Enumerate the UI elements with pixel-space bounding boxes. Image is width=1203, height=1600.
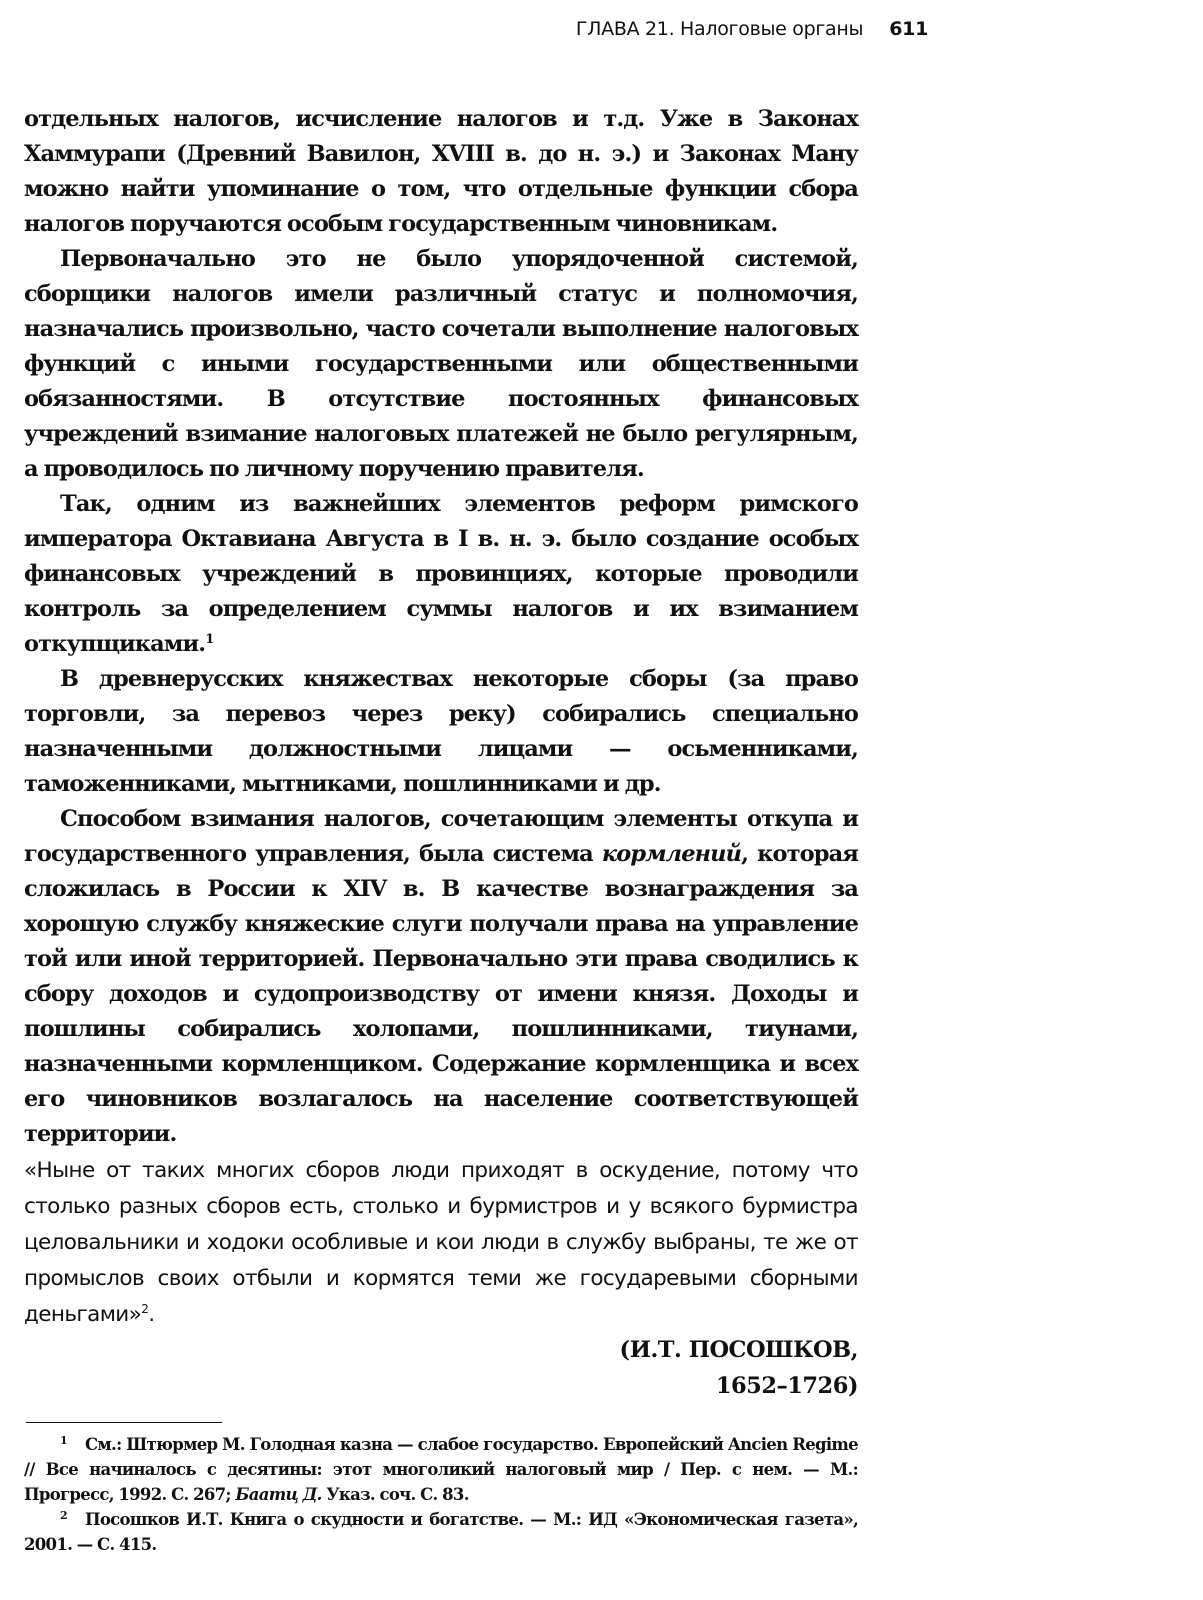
paragraph-2: Первоначально это не было упорядоченной системой, сборщики налогов имели различный статус и полномочия, назначались произвольно, часто сочетали выполнение налоговых функций с иными государственными или общественными обязанностями. В отсутствие постоянных финансовых учреждений взимание налоговых платежей не было регулярным, а проводилось по личному поручению правителя. [24,246,858,482]
paragraph-5-term: кормлений [601,841,742,867]
paragraph-3-text: Так, одним из важнейших элементов реформ римского императора Октавиана Августа в I в. н. э. было создание особых финансовых учреждений в провинциях, которые проводили контроль за определением суммы налогов и их взиманием откупщиками. [24,491,858,657]
quote-author [24,1332,858,1404]
footnote-2 [24,1507,858,1557]
footnote-2-text: Посошков И.Т. Книга о скудности и богатстве. — М.: ИД «Экономическая газета», 2001. — С. 415. [24,1510,858,1554]
quote-author-years: 1652–1726) [715,1373,858,1399]
paragraph-5 [24,802,858,1152]
footnote-1-text-b: Указ. соч. С. 83. [326,1485,469,1504]
chapter-title: ГЛАВА 21. Налоговые органы [575,18,864,40]
quote-text: «Ныне от таких многих сборов люди приходят в оскудение, потому что столько разных сборов есть, столько и бурмистров и у всякого бурмистра целовальники и ходоки особливые и кои люди в службу выбраны, те же от промыслов своих отбыли и кормятся теми же государевыми сборными деньгами» [24,1158,858,1327]
quote-author-name: (И.Т. ПОСОШКОВ, [619,1337,858,1363]
footnote-ref-1: 1 [205,632,214,647]
epigraph-quote [24,1153,858,1333]
main-text [24,102,858,1152]
footnotes [24,1432,858,1557]
footnote-1-text-a: См.: Штюрмер М. Голодная казна — слабое государство. Европейский Ancien Regime // Все начиналось с десятины: этот многоликий налоговый мир / Пер. с нем. — М.: Прогресс, 1992. С. 267; [24,1435,858,1504]
quote-tail: . [148,1302,155,1327]
paragraph-5-text-b: , которая сложилась в России к XIV в. В качестве вознаграждения за хорошую службу княжеские слуги получали права на управление той или иной территорией. Первоначально эти права сводились к сбору доходов и судопроизводству от имени князя. Доходы и пошлины собирались холопами, пошлинниками, тиунами, назначенными кормленщиком. Содержание кормленщика и всех его чиновников возлагалось на население соответствующей территории. [24,841,858,1147]
page-number: 611 [889,18,928,40]
paragraph-4: В древнерусских княжествах некоторые сборы (за право торговли, за перевоз через реку) собирались специально назначенными должностными лицами — осьменниками, таможенниками, мытниками, пошлинниками и др. [24,666,858,797]
paragraph-3 [24,487,858,662]
footnote-1-mark: 1 [60,1434,67,1447]
paragraph-5-text-a: Способом взимания налогов, сочетающим элементы откупа и государственного управления, была система [24,806,858,867]
footnote-1-author: Баатц Д. [235,1485,322,1504]
footnote-2-mark: 2 [60,1509,67,1522]
footnote-1 [24,1432,858,1507]
footnote-divider [26,1422,222,1423]
running-header [0,18,928,40]
paragraph-1: отдельных налогов, исчисление налогов и т.д. Уже в Законах Хаммурапи (Древний Вавилон, XVIII в. до н. э.) и Законах Ману можно найти упоминание о том, что отдельные функции сбора налогов поручаются особым государственным чиновникам. [24,106,858,237]
footnote-ref-2: 2 [141,1302,149,1316]
